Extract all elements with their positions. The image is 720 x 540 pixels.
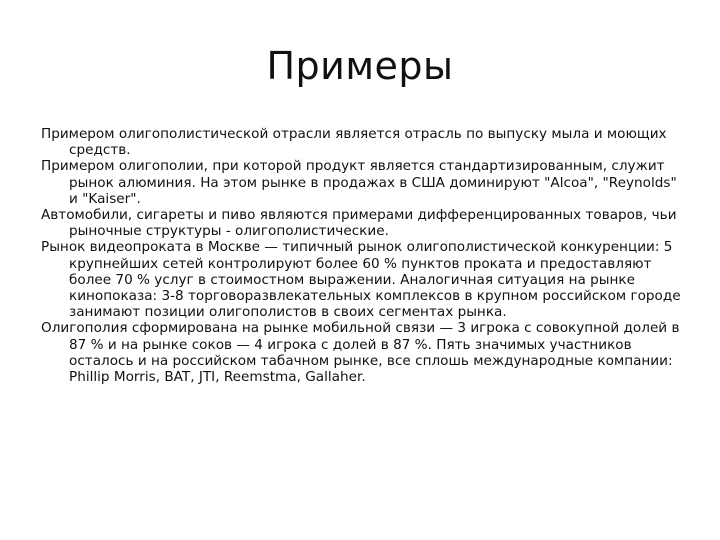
paragraph-soap-industry: Примером олигополистической отрасли является отрасль по выпуску мыла и моющих средств. [41,126,667,159]
slide-body [41,126,681,385]
paragraph-mobile-and-tobacco-market: Олигополия сформирована на рынке мобильной связи — 3 игрока с совокупной долей в 87 % и на рынке соков — 4 игрока с долей в 87 %. Пять значимых участников осталось и на российском табачном рынке, все сплошь международные компании: Phillip Morris, BAT, JTI, Reemstma, Gallaher. [41,320,680,386]
slide-title: Примеры [266,44,454,88]
paragraph-video-rental-market: Рынок видеопроката в Москве — типичный рынок олигополистической конкуренции: 5 крупнейших сетей контролируют более 60 % пунктов проката и предоставляют более 70 % услуг в стоимостном выражении. Аналогичная ситуация на рынке кинопоказа: 3-8 торговоразвлекательных комплексов в крупном российском городе занимают позиции олигополистов в своих сегментах рынка. [41,239,681,321]
paragraph-aluminium-market: Примером олигополии, при которой продукт является стандартизированным, служит рынок алюминия. На этом рынке в продажах в США доминируют "Alcoa", "Reynolds" и "Kaiser". [41,158,677,207]
paragraph-differentiated-goods: Автомобили, сигареты и пиво являются примерами дифференцированных товаров, чьи рыночные структуры - олигополистические. [41,207,677,240]
